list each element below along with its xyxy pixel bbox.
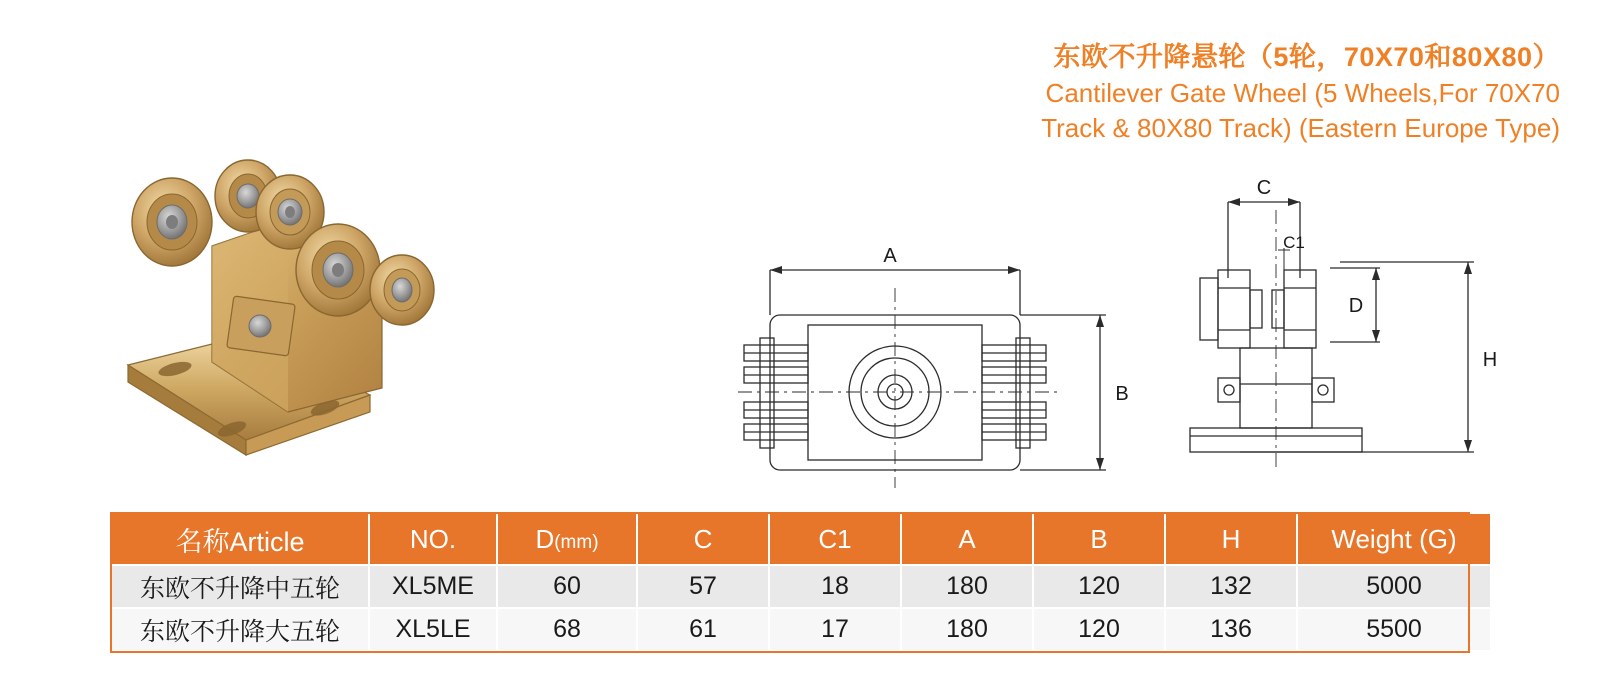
column-header-h: H: [1165, 513, 1297, 565]
column-header-b: B: [1033, 513, 1165, 565]
product-photo: [120, 150, 450, 470]
cell-weight: 5000: [1297, 565, 1491, 608]
table-row: [111, 608, 1491, 651]
cell-c1: 17: [769, 608, 901, 651]
column-header-a: A: [901, 513, 1033, 565]
cell-c1: 18: [769, 565, 901, 608]
cell-d: 68: [497, 608, 637, 651]
cell-article: 东欧不升降中五轮: [111, 565, 369, 608]
label-a: A: [883, 245, 897, 267]
cell-no: XL5LE: [369, 608, 497, 651]
cell-a: 180: [901, 608, 1033, 651]
cell-weight: 5500: [1297, 608, 1491, 651]
label-b: B: [1115, 383, 1129, 405]
cell-b: 120: [1033, 565, 1165, 608]
diagram-side-view: [1180, 170, 1560, 490]
cell-c: 57: [637, 565, 769, 608]
cell-h: 136: [1165, 608, 1297, 651]
column-header-d-unit: (mm): [554, 531, 599, 553]
column-header-c: C: [637, 513, 769, 565]
label-h: H: [1482, 349, 1498, 371]
title-english-line2: Track & 80X80 Track) (Eastern Europe Type): [1041, 112, 1560, 143]
cell-b: 120: [1033, 608, 1165, 651]
diagram-front-view: [730, 170, 1150, 490]
table-row: [111, 565, 1491, 608]
column-header-article: 名称Article: [111, 513, 369, 565]
column-header-c1: C1: [769, 513, 901, 565]
cell-c: 61: [637, 608, 769, 651]
label-c: C: [1256, 177, 1272, 199]
column-header-no: NO.: [369, 513, 497, 565]
title-block: [820, 40, 1560, 146]
label-c1: C1: [1283, 233, 1305, 252]
cell-article: 东欧不升降大五轮: [111, 608, 369, 651]
title-chinese: 东欧不升降悬轮（5轮，70X70和80X80）: [1053, 42, 1560, 72]
cell-no: XL5ME: [369, 565, 497, 608]
cell-a: 180: [901, 565, 1033, 608]
label-d: D: [1348, 295, 1364, 317]
column-header-d-label: D: [535, 523, 555, 554]
column-header-weight: Weight (G): [1297, 513, 1491, 565]
table-header-row: [111, 513, 1491, 565]
title-english-line1: Cantilever Gate Wheel (5 Wheels,For 70X70: [1045, 77, 1560, 108]
column-header-d: [497, 513, 637, 565]
spec-table: [110, 512, 1492, 652]
cell-d: 60: [497, 565, 637, 608]
cell-h: 132: [1165, 565, 1297, 608]
